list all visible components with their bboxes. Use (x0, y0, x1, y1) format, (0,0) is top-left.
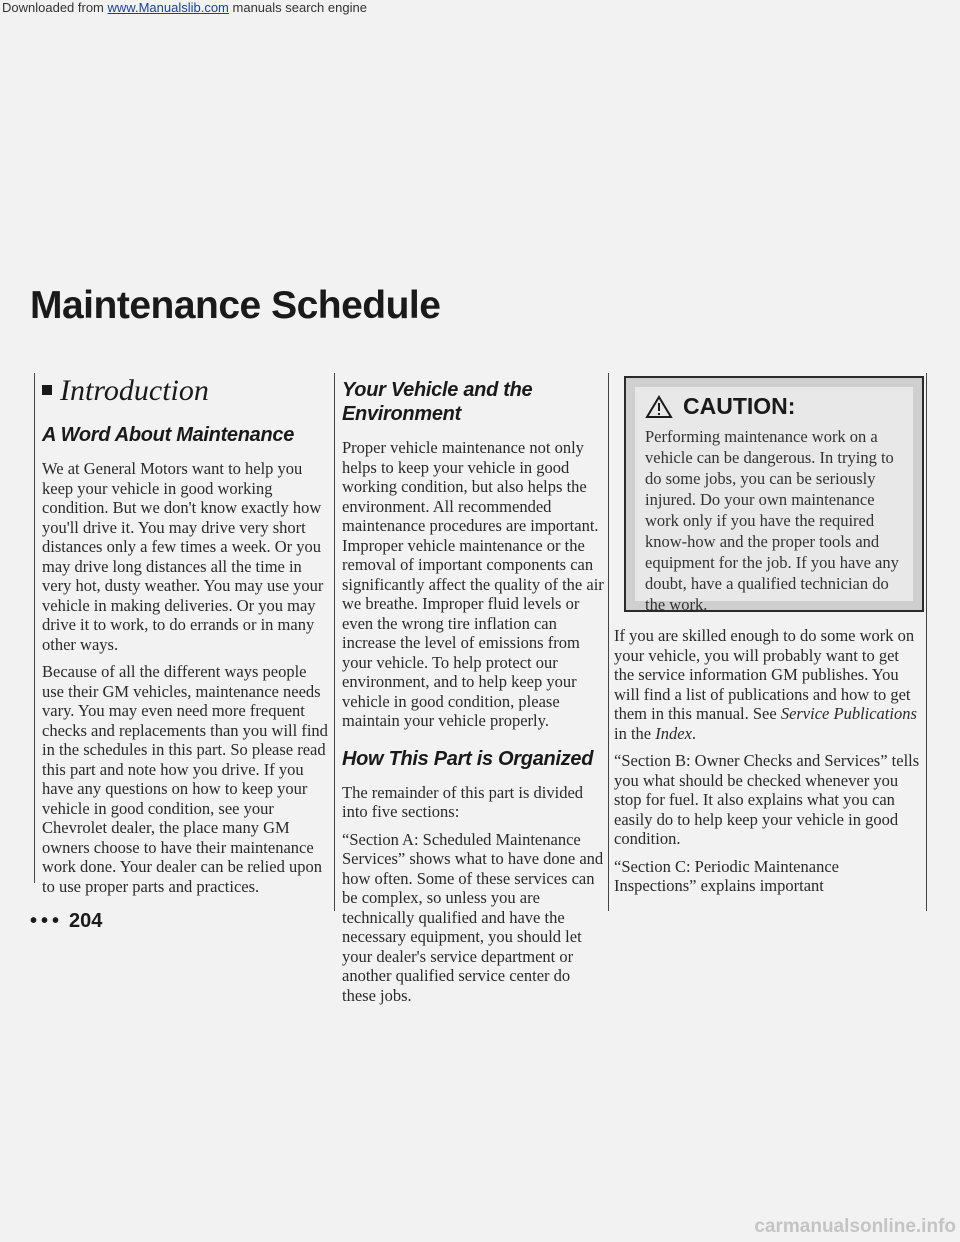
paragraph: The remainder of this part is divided into five sections: (342, 782, 584, 821)
manualslib-link[interactable]: www.Manualslib.com (107, 0, 229, 15)
caution-text: Performing maintenance work on a vehicle can be dangerous. In trying to do some jobs, you can be seriously injured. Do your own maintenance work only if you have the required know-how and the proper tools and equipment for the job. If you have any doubt, have a qualified technician do the work. (645, 427, 899, 614)
column-publications (614, 626, 920, 904)
paragraph: We at General Motors want to help you keep your vehicle in good working condition. But we don't know exactly how you'll drive it. You may drive very short distances only a few times a week. Or you may drive long distances all the time in very hot, dusty weather. You may use your vehicle in making deliveries. Or you may drive it to work, to do errands or in many other ways. (42, 459, 324, 654)
column-rule-1 (334, 373, 335, 911)
warning-triangle-icon (645, 395, 673, 419)
paragraph: “Section C: Periodic Maintenance Inspections” explains important (614, 856, 839, 895)
page-title: Maintenance Schedule (30, 284, 441, 327)
page-dots-icon: ••• (30, 910, 64, 932)
ref-service-publications: Service Publications (780, 704, 917, 723)
paragraph: Because of all the different ways people use their GM vehicles, maintenance needs vary. You may even need more frequent checks and replacements than you will find in the schedules in this part. So please read this part and note how you drive. If you have any questions on how to keep your vehicle in good condition, see your Chevrolet dealer, the place many GM owners choose to have their maintenance work done. Your dealer can be relied upon to use proper parts and practices. (42, 662, 328, 896)
subheading-word-about-maintenance: A Word About Maintenance (42, 424, 295, 446)
banner-suffix: manuals search engine (232, 0, 367, 15)
square-bullet-icon (42, 385, 52, 395)
column-environment (342, 378, 604, 1013)
caution-inner (635, 387, 913, 614)
caution-box (624, 376, 924, 612)
banner-prefix: Downloaded from (2, 0, 104, 15)
download-source-banner (0, 0, 960, 16)
ref-index: Index (655, 723, 692, 743)
paragraph: “Section A: Scheduled Maintenance Services” shows what to have done and how often. Some of these services can be complex, so unless you are technically qualified and have the necessary equipment, you should let your dealer's service department or another qualified service center do these jobs. (342, 829, 604, 1005)
paragraph: Proper vehicle maintenance not only helps to keep your vehicle in good working condition, but also helps the environment. All recommended maintenance procedures are important. Improper vehicle maintenance or the removal of important components can significantly affect the quality of the air we breathe. Improper fluid levels or even the wrong tire inflation can increase the level of emissions from your vehicle. To help protect our environment, and to help keep your vehicle in good condition, please maintain your vehicle properly. (342, 438, 604, 730)
heading-part-organized: How This Part is Organized (342, 747, 594, 770)
column-introduction (42, 373, 330, 904)
page-number: ••• 204 (30, 910, 103, 932)
paragraph: “Section B: Owner Checks and Services” tells you what should be checked whenever you stop for fuel. It also explains what you can easily do to help keep your vehicle in good condition. (614, 751, 920, 848)
heading-vehicle-environment: Your Vehicle and the Environment (342, 379, 533, 425)
watermark: carmanualsonline.info (754, 1216, 956, 1237)
paragraph-publications: If you are skilled enough to do some work on your vehicle, you will probably want to get the service information GM publishes. You will find a list of publications and how to get them in this manual. See Service Publications in the Index. (614, 626, 917, 743)
column-rule-right (926, 373, 927, 911)
column-rule-2 (608, 373, 609, 911)
column-rule-left (34, 373, 35, 883)
caution-title: CAUTION: (645, 393, 903, 420)
section-heading-introduction: Introduction (42, 373, 330, 409)
